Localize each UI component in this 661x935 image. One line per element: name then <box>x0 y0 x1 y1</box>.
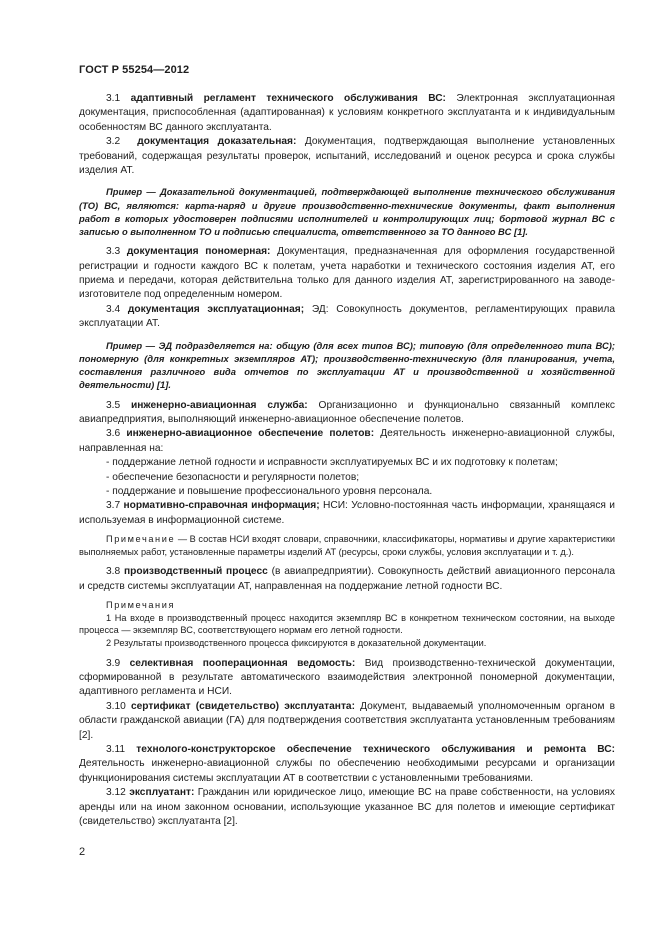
document-body <box>79 92 615 829</box>
standard-header: ГОСТ Р 55254—2012 <box>79 64 190 76</box>
notes-title: Примечания <box>106 600 176 611</box>
term-definition: Электронная эксплуатационная документация, приспособленная (адаптированная) к условиям конкретного эксплуатанта и к индивидуальным особенностям ВС данного эксплуатанта. <box>79 93 615 133</box>
term-title: технолого-конструкторское обеспечение технического обслуживания и ремонта ВС: <box>136 743 615 755</box>
term-definition: Гражданин или юридическое лицо, имеющие ВС на праве собственности, на условиях аренды или на ином законном основании, использующие указанное ВС для полетов и имеющие сертификат (свидетельство) эксплуатанта [2]. <box>79 787 615 827</box>
term-3-3 <box>79 245 615 303</box>
term-3-12 <box>79 786 615 829</box>
term-number: 3.11 <box>106 743 126 755</box>
note-item: 2 Результаты производственного процесса фиксируются в доказательной документации. <box>106 637 487 648</box>
term-number: 3.1 <box>106 93 121 104</box>
list-item: - поддержание и повышение профессионального уровня персонала. <box>106 485 433 497</box>
term-number: 3.4 <box>106 303 121 315</box>
term-3-10 <box>79 700 615 743</box>
term-number: 3.7 <box>106 500 121 512</box>
term-3-11 <box>79 743 615 786</box>
term-definition: (в авиапредприятии). Совокупность действий авиационного персонала и средств системы эксплуатации АТ, направленная на поддержание летной годности ВС. <box>79 566 615 592</box>
term-definition: Деятельность инженерно-авиационной службы по обеспечению необходимыми ресурсами и организации функционирования системы эксплуатации АТ в соответствии с установленными требованиями. <box>79 758 615 784</box>
note-text: — В состав НСИ входят словари, справочники, классификаторы, нормативы и другие характеристики выполняемых работ, установленные параметры изделий АТ (ресурсы, сроки службы, условия эксплуатации и т. д.). <box>79 534 615 557</box>
term-3-6 <box>79 427 615 456</box>
term-number: 3.3 <box>106 246 121 258</box>
list-item: - поддержание летной годности и исправности эксплуатируемых ВС и их подготовку к полетам; <box>106 457 558 469</box>
term-definition: НСИ: Условно-постоянная часть информации, хранящаяся и используемая в информационной системе. <box>79 500 615 526</box>
term-definition: Документация, подтверждающая выполнение установленных требований, содержащая результаты проверок, испытаний, исследований и оценок ресурса и срока службы изделия АТ. <box>79 136 615 177</box>
term-title: документация пономерная: <box>126 246 271 258</box>
term-3-2 <box>79 135 615 178</box>
term-number: 3.6 <box>106 428 121 440</box>
term-number: 3.5 <box>106 399 121 411</box>
term-title: производственный процесс <box>124 566 268 578</box>
term-title: документация доказательная: <box>137 136 297 148</box>
term-number: 3.2 <box>106 136 121 148</box>
term-number: 3.12 <box>106 787 126 799</box>
term-definition: Деятельность инженерно-авиационной службы, направленная на: <box>79 428 615 454</box>
term-definition: ЭД: Совокупность документов, регламентирующих правила эксплуатации АТ. <box>79 303 615 330</box>
term-definition: Документ, выдаваемый уполномоченным органом в области гражданской авиации (ГА) для подтверждения соответствия эксплуатанта установленным требованиям [2]. <box>79 700 616 741</box>
term-title: сертификат (свидетельство) эксплуатанта: <box>130 700 355 712</box>
term-definition: Вид производственно-технической документации, сформированной в результате автоматического взаимодействия электронной пономерной документации, адаптивного регламента и НСИ. <box>79 657 615 698</box>
term-3-9 <box>79 657 615 700</box>
page-number: 2 <box>79 846 86 858</box>
term-title: селективная пооперационная ведомость: <box>129 657 356 669</box>
term-3-5 <box>79 399 615 428</box>
term-title: нормативно-справочная информация; <box>123 500 320 512</box>
list-item: - обеспечение безопасности и регулярности полетов; <box>106 471 360 483</box>
example-3-2: Пример — Доказательной документацией, подтверждающей выполнение технического обслуживания (ТО) ВС, являются: карта-наряд и другие производственно-технические документы, факт выполнения работ в которых удостоверен подписями исполнителей и контролирующих лиц; бортовой журнал ВС с записью о выполненном ТО и подписью специалиста, ответственного за ТО данного ВС [1]. <box>79 186 615 238</box>
term-title: инженерно-авиационное обеспечение полетов: <box>126 428 375 440</box>
term-title: эксплуатант: <box>129 787 195 799</box>
term-title: документация эксплуатационная; <box>127 303 305 315</box>
term-3-4 <box>79 303 615 332</box>
note-3-7 <box>79 533 615 558</box>
term-3-8 <box>79 565 615 594</box>
example-3-4: Пример — ЭД подразделяется на: общую (для всех типов ВС); типовую (для определенного типа ВС); пономерную (для конкретных экземпляров АТ); производственно-техническую (для планирования, учета, составления различного вида отчетов по эксплуатации АТ и производственной и хозяйственной деятельности) [1]. <box>79 339 615 391</box>
term-title: адаптивный регламент технического обслуживания ВС: <box>130 93 446 104</box>
note-item: 1 На входе в производственный процесс находится экземпляр ВС в конкретном техническом состоянии, на выходе процесса — экземпляр ВС, соответствующего нормам его летной годности. <box>79 612 615 636</box>
term-3-1 <box>79 92 615 135</box>
term-definition: Организационно и функционально связанный комплекс авиапредприятия, выполняющий инженерно-авиационное обеспечение полетов. <box>79 399 615 425</box>
note-label: Примечание <box>106 534 176 545</box>
term-number: 3.9 <box>106 657 121 669</box>
term-number: 3.10 <box>106 700 126 712</box>
term-definition: Документация, предназначенная для оформления государственной регистрации и годности каждого ВС к полетам, учета наработки и технического состояния изделия АТ, его приема и передачи, которая действительна только для данного изделия АТ, зарегистрированного на заводе-изготовителе под определенным номером. <box>79 246 615 301</box>
term-number: 3.8 <box>106 566 121 578</box>
term-title: инженерно-авиационная служба: <box>131 399 308 411</box>
term-3-7 <box>79 499 615 528</box>
